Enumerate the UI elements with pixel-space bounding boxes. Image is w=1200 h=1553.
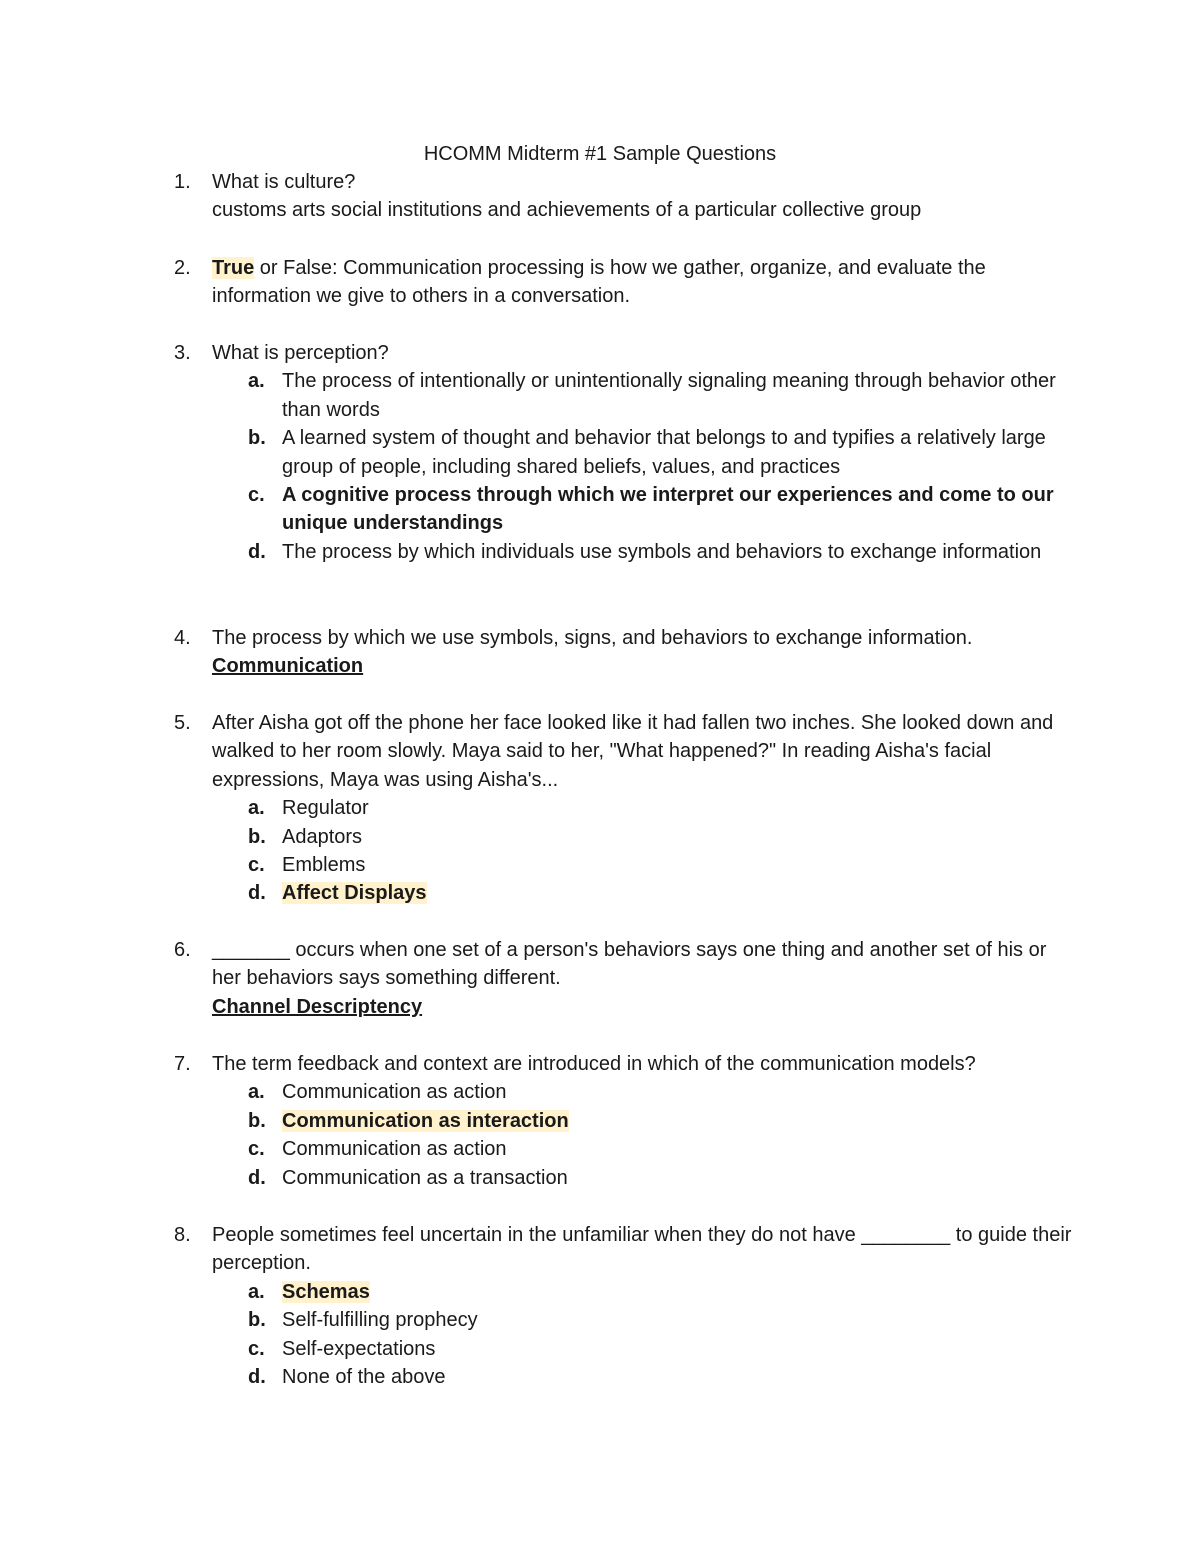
document-title: HCOMM Midterm #1 Sample Questions [423, 143, 777, 165]
option-text: Communication as a transaction [282, 1166, 568, 1189]
option-text: Self-expectations [282, 1337, 436, 1360]
option-letter: b. [248, 825, 266, 848]
option-b [248, 1306, 1072, 1334]
question-text: What is perception? [212, 342, 389, 364]
question-text: After Aisha got off the phone her face looked like it had fallen two inches. She looked down and walked to her room slowly. Maya said to her, "What happened?" In reading Aisha's facial expressions, Maya was using Aisha's... [212, 712, 1054, 791]
option-text: The process of intentionally or unintentionally signaling meaning through behavior other than words [282, 370, 1056, 421]
option-text: Emblems [282, 854, 366, 877]
option-letter: a. [248, 370, 265, 393]
question-text: What is culture? [212, 171, 356, 193]
option-letter: b. [248, 1109, 266, 1132]
question-number: 4. [174, 627, 191, 649]
option-letter: a. [248, 797, 265, 820]
question-2 [174, 254, 1074, 311]
question-text: _______ occurs when one set of a person's behaviors says one thing and another set of his or her behaviors says something different. [212, 939, 1047, 990]
option-d [248, 879, 1072, 907]
option-text: Adaptors [282, 825, 363, 848]
question-7 [174, 1050, 1074, 1192]
option-text-correct: Affect Displays [282, 882, 427, 905]
question-answer: customs arts social institutions and achievements of a particular collective group [212, 199, 922, 222]
option-letter: c. [248, 484, 265, 507]
option-text-correct: Schemas [282, 1280, 370, 1303]
question-answer: Channel Descriptency [212, 995, 423, 1018]
option-letter: c. [248, 1337, 265, 1360]
option-a [248, 1078, 1072, 1106]
question-number: 5. [174, 712, 191, 734]
option-letter: b. [248, 427, 266, 450]
option-text-correct: A cognitive process through which we interpret our experiences and come to our unique understandings [282, 484, 1054, 535]
question-number: 1. [174, 171, 191, 193]
question-number: 2. [174, 257, 191, 279]
question-number: 3. [174, 342, 191, 364]
option-b [248, 823, 1072, 851]
question-number: 7. [174, 1053, 191, 1075]
question-text: The term feedback and context are introduced in which of the communication models? [212, 1053, 976, 1075]
question-8 [174, 1221, 1074, 1391]
option-b [248, 1107, 1072, 1135]
option-letter: d. [248, 882, 266, 905]
question-5 [174, 709, 1074, 908]
option-d [248, 1363, 1072, 1391]
option-a [248, 1278, 1072, 1306]
option-text-correct: Communication as interaction [282, 1109, 569, 1132]
question-answer: Communication [212, 655, 364, 678]
option-text: Self-fulfilling prophecy [282, 1309, 478, 1332]
option-text: Regulator [282, 797, 369, 820]
question-number: 6. [174, 939, 191, 961]
option-letter: a. [248, 1280, 265, 1303]
option-letter: c. [248, 854, 265, 877]
option-letter: b. [248, 1309, 266, 1332]
option-letter: d. [248, 1166, 266, 1189]
option-a [248, 367, 1072, 424]
option-letter: a. [248, 1081, 265, 1104]
option-text: A learned system of thought and behavior that belongs to and typifies a relatively large group of people, including shared beliefs, values, and practices [282, 427, 1046, 478]
question-text: The process by which we use symbols, signs, and behaviors to exchange information. [212, 627, 973, 649]
option-a [248, 794, 1072, 822]
answer-true: True [212, 257, 255, 279]
option-c [248, 1135, 1072, 1163]
option-text: Communication as action [282, 1138, 507, 1161]
question-6 [174, 936, 1074, 1021]
option-b [248, 424, 1072, 481]
option-d [248, 538, 1072, 566]
option-text: The process by which individuals use symbols and behaviors to exchange information [282, 540, 1042, 563]
option-c [248, 481, 1072, 538]
question-3 [174, 339, 1074, 566]
question-4 [174, 624, 1074, 681]
question-text [212, 254, 1072, 311]
option-c [248, 851, 1072, 879]
question-number: 8. [174, 1224, 191, 1246]
option-letter: d. [248, 540, 266, 563]
option-c [248, 1335, 1072, 1363]
option-text: Communication as action [282, 1081, 507, 1104]
option-letter: d. [248, 1366, 266, 1389]
question-1 [174, 168, 1074, 225]
option-letter: c. [248, 1138, 265, 1161]
option-d [248, 1164, 1072, 1192]
option-text: None of the above [282, 1366, 446, 1389]
question-text: People sometimes feel uncertain in the unfamiliar when they do not have ________ to guide their perception. [212, 1224, 1072, 1275]
question-statement: or False: Communication processing is how we gather, organize, and evaluate the information we give to others in a conversation. [212, 257, 986, 308]
